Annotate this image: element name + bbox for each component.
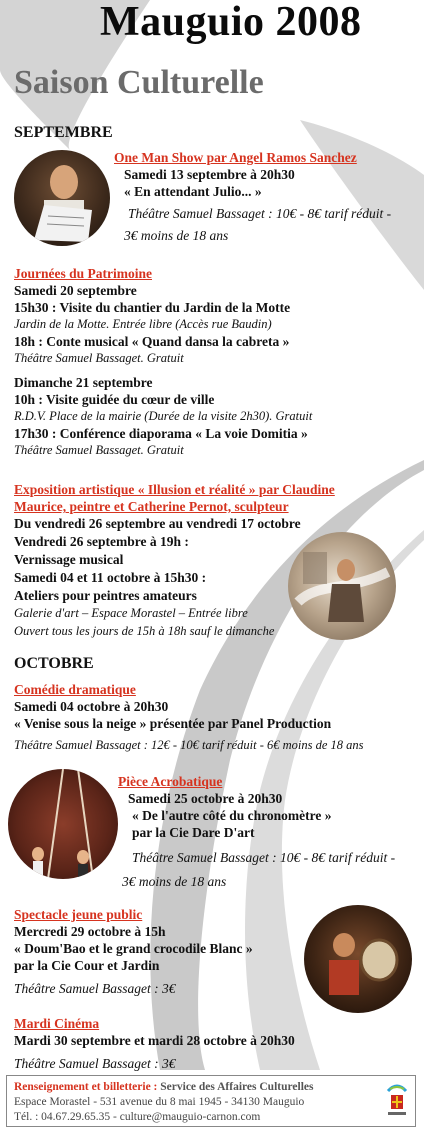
one-man-show-photo — [14, 150, 110, 246]
event-jeune-public — [14, 906, 253, 997]
event-title: Pièce Acrobatique — [118, 774, 223, 789]
event-title: Exposition artistique « Illusion et réalité » par Claudine — [14, 482, 335, 497]
event-date: Samedi 04 octobre à 20h30 — [14, 699, 169, 714]
jeune-public-photo — [304, 905, 412, 1013]
event-title: Spectacle jeune public — [14, 907, 143, 922]
event-show: « En attendant Julio... » — [124, 184, 262, 199]
month-heading-septembre: SEPTEMBRE — [14, 124, 113, 141]
event-venue: Théâtre Samuel Bassaget. Gratuit — [14, 351, 184, 365]
event-title: Journées du Patrimoine — [14, 266, 152, 281]
event-date: Samedi 04 et 11 octobre à 15h30 : — [14, 570, 207, 585]
event-show: « Doum'Bao et le grand crocodile Blanc » — [14, 941, 253, 956]
event-date: Dimanche 21 septembre — [14, 375, 153, 390]
event-line: R.D.V. Place de la mairie (Durée de la visite 2h30). Gratuit — [14, 409, 313, 423]
footer-contact: Tél. : 04.67.29.65.35 - culture@mauguio-carnon.com — [14, 1111, 261, 1123]
event-piece-acrobatique — [118, 773, 395, 890]
event-date: Mardi 30 septembre et mardi 28 octobre à 20h30 — [14, 1033, 295, 1048]
month-heading-octobre: OCTOBRE — [14, 655, 94, 672]
event-show: « De l'autre côté du chronomètre » — [132, 808, 332, 823]
event-hours: Ouvert tous les jours de 15h à 18h sauf le dimanche — [14, 624, 275, 638]
event-date: Samedi 13 septembre à 20h30 — [124, 167, 295, 182]
event-date: Vendredi 26 septembre à 19h : — [14, 534, 189, 549]
event-title: Comédie dramatique — [14, 682, 136, 697]
event-mardi-cinema — [14, 1015, 295, 1072]
event-venue-price: 3€ moins de 18 ans — [122, 874, 227, 889]
footer-label: Renseignement et billetterie : — [14, 1081, 158, 1093]
mauguio-logo-icon — [385, 1081, 409, 1119]
event-date: Samedi 20 septembre — [14, 283, 137, 298]
event-venue: Galerie d'art – Espace Morastel – Entrée libre — [14, 606, 248, 620]
event-line: 18h : Conte musical « Quand dansa la cabreta » — [14, 334, 290, 349]
event-venue: Théâtre Samuel Bassaget : 3€ — [14, 981, 176, 996]
event-show: « Venise sous la neige » présentée par Panel Production — [14, 716, 332, 731]
footer-box — [6, 1075, 416, 1127]
page-subtitle: Saison Culturelle — [14, 64, 264, 101]
event-line: 17h30 : Conférence diaporama « La voie Domitia » — [14, 426, 308, 441]
event-venue: Théâtre Samuel Bassaget : 10€ - 8€ tarif réduit - — [128, 206, 392, 221]
event-title-line2: Maurice, peintre et Catherine Pernot, sculpteur — [14, 499, 289, 514]
footer-address: Espace Morastel - 531 avenue du 8 mai 1945 - 34130 Mauguio — [14, 1096, 305, 1108]
event-dates: Du vendredi 26 septembre au vendredi 17 octobre — [14, 516, 301, 531]
event-company: par la Cie Cour et Jardin — [14, 958, 160, 973]
exposition-photo — [288, 532, 396, 640]
event-title: Mardi Cinéma — [14, 1016, 100, 1031]
event-line: Jardin de la Motte. Entrée libre (Accès rue Baudin) — [14, 317, 272, 331]
event-venue: Théâtre Samuel Bassaget : 12€ - 10€ tarif réduit - 6€ moins de 18 ans — [14, 738, 364, 752]
event-title: One Man Show par Angel Ramos Sanchez — [114, 150, 357, 165]
event-comedie — [14, 681, 364, 754]
event-company: par la Cie Dare D'art — [132, 825, 255, 840]
event-line: Ateliers pour peintres amateurs — [14, 588, 197, 603]
acrobatic-photo — [8, 769, 118, 879]
footer-service: Service des Affaires Culturelles — [157, 1081, 314, 1093]
event-exposition — [14, 481, 335, 640]
event-venue-price: 3€ moins de 18 ans — [124, 228, 229, 243]
event-date: Mercredi 29 octobre à 15h — [14, 924, 166, 939]
event-venue: Théâtre Samuel Bassaget : 3€ — [14, 1056, 176, 1071]
event-patrimoine — [14, 265, 312, 459]
event-line: Vernissage musical — [14, 552, 124, 567]
event-line: 15h30 : Visite du chantier du Jardin de la Motte — [14, 300, 291, 315]
event-date: Samedi 25 octobre à 20h30 — [128, 791, 283, 806]
event-venue: Théâtre Samuel Bassaget. Gratuit — [14, 443, 184, 457]
event-venue: Théâtre Samuel Bassaget : 10€ - 8€ tarif réduit - — [132, 850, 396, 865]
event-one-man-show — [114, 149, 391, 244]
page-title: Mauguio 2008 — [100, 0, 362, 45]
event-line: 10h : Visite guidée du cœur de ville — [14, 392, 215, 407]
